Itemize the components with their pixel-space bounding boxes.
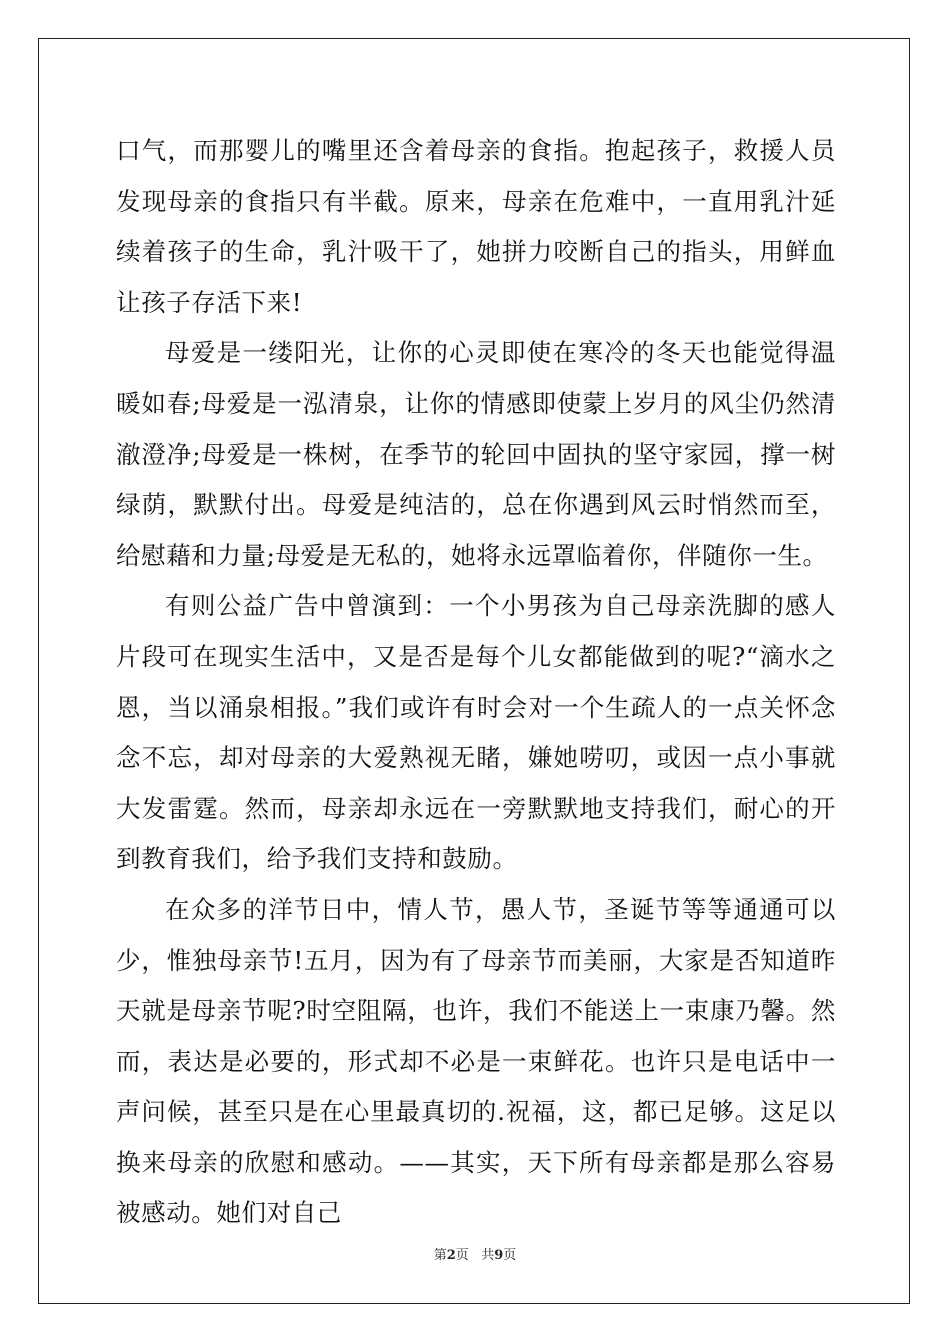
current-page-number: 2 [446, 1248, 456, 1263]
paragraph-3: 有则公益广告中曾演到：一个小男孩为自己母亲洗脚的感人片段可在现实生活中，又是否是每个儿女都能做到的呢?“滴水之恩，当以涌泉相报。”我们或许有时会对一个生疏人的一点关怀念念不忘，却对母亲的大爱熟视无睹，嫌她唠叨，或因一点小事就大发雷霆。然而，母亲却永远在一旁默默地支持我们，耐心的开到教育我们，给予我们支持和鼓励。 [116, 591, 836, 874]
paragraph-2: 母爱是一缕阳光，让你的心灵即使在寒冷的冬天也能觉得温暖如春;母爱是一泓清泉，让你的情感即使蒙上岁月的风尘仍然清澈澄净;母爱是一株树，在季节的轮回中固执的坚守家园，撑一树绿荫，默默付出。母爱是纯洁的，总在你遇到风云时悄然而至，给慰藉和力量;母爱是无私的，她将永远罩临着你，伴随你一生。 [116, 338, 836, 570]
page-suffix: 页 [455, 1248, 469, 1263]
paragraph-1: 口气，而那婴儿的嘴里还含着母亲的食指。抱起孩子，救援人员发现母亲的食指只有半截。原来，母亲在危难中，一直用乳汁延续着孩子的生命，乳汁吸干了，她拼力咬断自己的指头，用鲜血让孩子存活下来! [116, 136, 836, 317]
page-prefix: 第 [433, 1248, 447, 1263]
paragraph-4: 在众多的洋节日中，情人节，愚人节，圣诞节等等通通可以少，惟独母亲节!五月，因为有了母亲节而美丽，大家是否知道昨天就是母亲节呢?时空阻隔，也许，我们不能送上一束康乃馨。然而，表达是必要的，形式却不必是一束鲜花。也许只是电话中一声问候，甚至只是在心里最真切的.祝福，这，都已足够。这足以换来母亲的欣慰和感动。——其实，天下所有母亲都是那么容易被感动。她们对自己 [116, 894, 836, 1228]
total-suffix: 页 [503, 1248, 517, 1263]
page-total [481, 1248, 516, 1263]
document-body [116, 126, 836, 1239]
page-footer [0, 1248, 950, 1264]
page-number [434, 1248, 469, 1263]
total-page-count: 9 [494, 1248, 504, 1263]
total-prefix: 共 [481, 1248, 495, 1263]
